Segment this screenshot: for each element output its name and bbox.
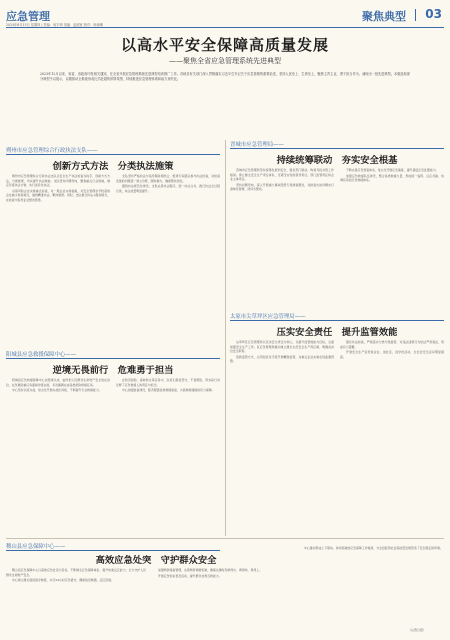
paragraph: 中心推动形成上下联动、协同高效的应急保障工作格局，为全县经济社会高质量发展营造了安全稳定的环境。 (304, 546, 443, 550)
paragraph: 开展应急知识普及活动，提升群众自救互救能力。 (158, 573, 222, 578)
headline-jincheng: 持续统筹联动 夯实安全根基 (276, 155, 398, 166)
masthead-divider (415, 9, 416, 21)
section-label-line (230, 148, 444, 149)
paragraph: 阳城县应急救援保障中心自组建以来，始终把人民群众生命财产安全放在首位，在急难险重任务面前冲锋在前，多次圆满完成各类抢险救援任务。 (6, 378, 110, 387)
section-label-yangcheng (6, 350, 220, 359)
article-column-jixian-1 (6, 568, 146, 634)
paragraph: 加强应急救援队伍建设，整合各类救援力量，形成统一指挥、反应灵敏、协调有序的应急救援体系。 (340, 173, 444, 183)
section-label-line (6, 154, 220, 155)
paragraph: 不断完善应急预案体系，常态化开展应急演练，提升基层应急处置能力。 (346, 168, 439, 172)
section-name: 聚焦典型 (362, 10, 406, 23)
section-label-taiyuan (230, 312, 444, 321)
paragraph: 中心加强装备建设，配齐配强各类救援装备，为高效救援提供有力保障。 (122, 388, 215, 393)
paragraph: 对高风险企业实施重点检查，对一般企业实施抽查，对安全管理水平较高的企业减少检查频次，做到精准执法、靶向施策。同时，支队推行执法+服务模式，在检查中指导企业整改隐患。 (6, 188, 110, 202)
paragraph: 支队坚持严格执法与指导服务相结合，组建专家团队参与执法检查，对检查发现的问题逐一建立台账，跟踪督办，确保整改到位。 (116, 174, 220, 183)
article-column-jixian-3 (298, 546, 444, 626)
main-title: 以高水平安全保障高质量发展 (120, 36, 329, 54)
paragraph: 晋城市应急管理局坚持统筹发展和安全，强化部门联动，构建齐抓共管工作格局。建立健全安全生产责任体系，压紧压实党政领导责任、部门监管责任和企业主体责任。 (230, 168, 334, 182)
section-label-line (6, 550, 220, 551)
headline-jixian: 高效应急处突 守护群众安全 (95, 555, 217, 566)
paragraph: 强化执法检查，严格落实分类分级监管，对违法违规行为依法严肃查处，形成有力震慑。 (340, 340, 444, 349)
headline-yangcheng: 逆境无畏前行 危难勇于担当 (52, 365, 174, 376)
article-column-shuozhou-2 (116, 174, 220, 344)
lead-paragraph: 2023年12月以来，省委、省政府印发相关通知，在全省开展应急管理系统先进典型培育推广工作。各地各有关部门深入贯彻落实习近平总书记关于应急管理的重要论述，坚持人民至上、生命至上，聚焦主责主业，勇于担当作为，涌现出一批先进典型。本版选取部分典型予以展示，以期推动全系统形成比学赶超的浓厚氛围，持续推进应急管理体系和能力现代化。 (40, 72, 410, 82)
paragraph: 中心建立健全值班值守制度，实行24小时应急值守，确保信息畅通、反应迅速。 (12, 578, 114, 583)
article-column-yangcheng-2 (116, 378, 220, 524)
issue-info: 2024年6月13日 星期四 | 责编：何宇坤 美编：赵淑宽 校对：杨琼琳 (6, 23, 103, 27)
paragraph: 创新监管方式，运用信息化手段开展精准监管，对重点企业实施在线监测预警。 (230, 354, 334, 364)
section-label-jixian (6, 542, 220, 551)
paragraph: 尖草坪区应急管理局以压实安全责任为核心，以提升监管效能为目标，全面加强安全生产工作。区应急管理局推动建立健全全员安全生产责任制，明确各岗位安全职责。 (230, 340, 334, 354)
paragraph: 在防汛抢险、森林防火等任务中，队员们昼夜坚守，不畏艰险，用实际行动诠释了应急救援人的责任与担当。 (116, 378, 220, 387)
column-divider (225, 140, 226, 536)
paragraph: 朔州市应急管理综合行政执法支队以安全生产执法检查为抓手，创新方式方法，分类施策，切实提升执法效能。支队坚持问题导向，聚焦重点行业领域，制定年度执法计划，实行差异化执法。 (6, 174, 110, 188)
article-column-shuozhou-1 (6, 174, 110, 344)
article-column-jixian-2 (152, 568, 292, 634)
section-label-text: 朔州市应急管理综合行政执法支队—— (6, 148, 98, 154)
section-label-line (6, 358, 220, 359)
article-column-jincheng-2 (340, 168, 444, 302)
article-column-jincheng-1 (230, 168, 334, 302)
headline-shuozhou: 创新方式方法 分类执法施策 (52, 161, 174, 172)
section-divider (6, 538, 444, 539)
paragraph: 稷山县应急保障中心以高效应急处突为目标，不断健全应急保障体系，提升快速反应能力，全力守护人民群众生命财产安全。 (6, 568, 146, 577)
paragraph: 开展安全生产宣传进企业、进社区、进学校活动，全社会安全意识明显提高。 (340, 350, 444, 359)
source-signature: （山西日报） (408, 628, 427, 632)
paragraph: 加强物资储备管理，完善物资调拨机制，确保关键时刻拿得出、调得快、用得上。 (158, 568, 263, 572)
section-label-text: 太原市尖草坪区应急管理局—— (230, 314, 306, 320)
article-column-taiyuan-2 (340, 340, 444, 536)
section-label-shuozhou (6, 146, 220, 155)
article-column-taiyuan-1 (230, 340, 334, 536)
paragraph: 中心坚持以练为战，常态化开展实战化训练，不断提升专业救援能力。 (12, 388, 102, 393)
section-label-text: 稷山县应急保障中心—— (6, 544, 66, 550)
section-label-text: 晋城市应急管理局—— (230, 142, 284, 148)
headline-taiyuan: 压实安全责任 提升监管效能 (276, 327, 398, 338)
section-label-text: 阳城县应急救援保障中心—— (6, 352, 77, 358)
section-label-jincheng (230, 140, 444, 149)
main-subtitle: ——聚焦全省应急管理系统先进典型 (169, 57, 281, 65)
paragraph: 坚持问题导向，深入开展重大事故隐患专项排查整治，对排查出的问题实行清单化管理、闭环式整改。 (230, 182, 334, 192)
article-column-yangcheng-1 (6, 378, 110, 524)
page-number: 03 (425, 7, 442, 21)
paragraph: 围绕执法规范化建设，支队完善执法程序，统一执法文书，推行执法全过程记录，执法质量明显提升。 (116, 184, 220, 193)
masthead-rule (6, 27, 444, 28)
section-label-line (230, 320, 444, 321)
newspaper-brand: 应急管理 (6, 10, 50, 23)
